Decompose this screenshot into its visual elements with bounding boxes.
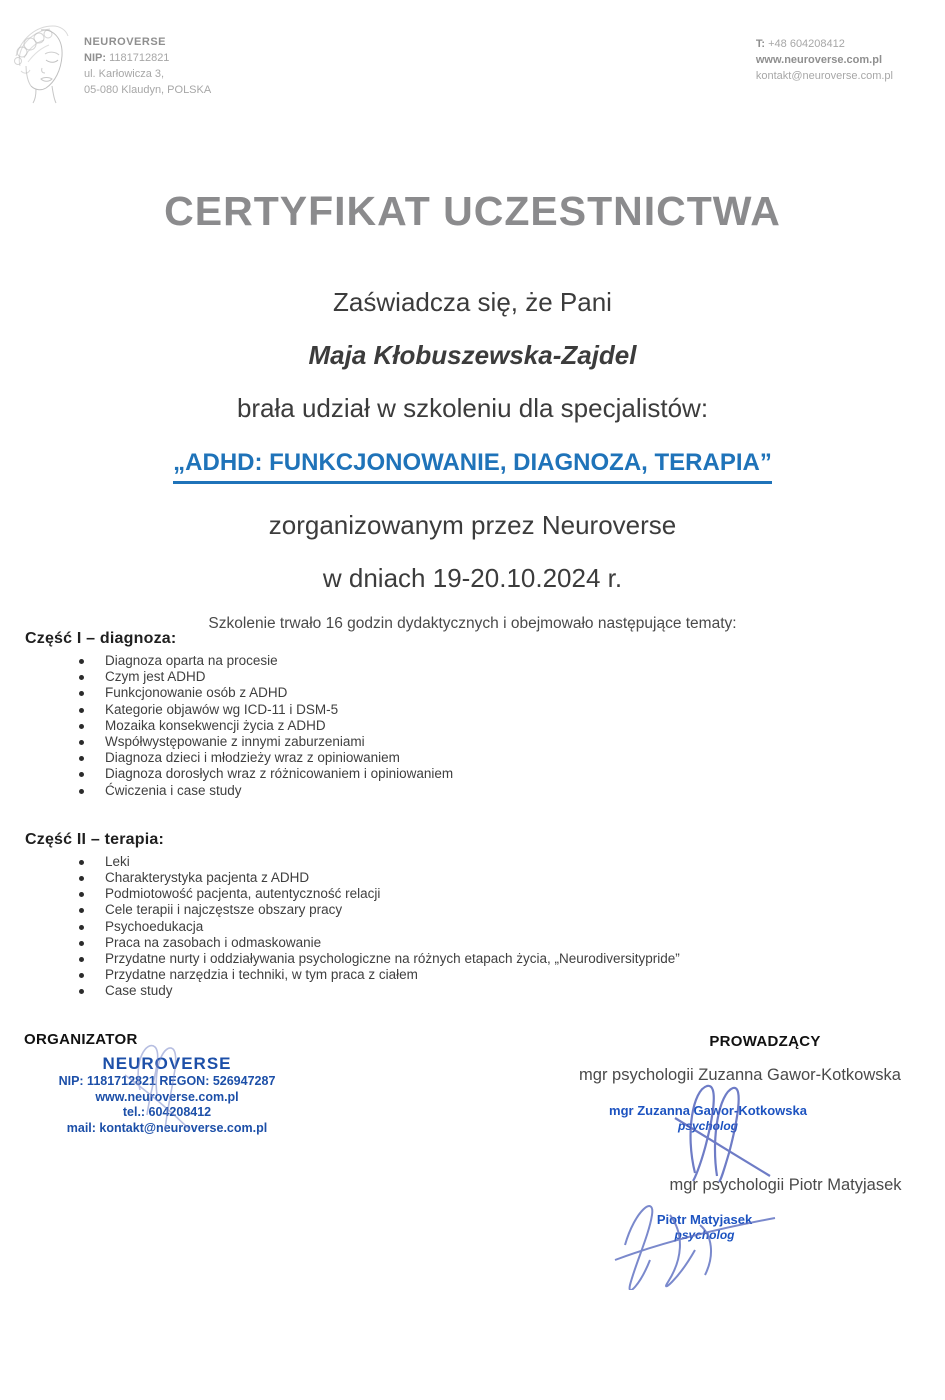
organizer-stamp-website: www.neuroverse.com.pl [95,1089,239,1104]
section-therapy [25,831,920,1000]
list-item: Leki [105,854,920,870]
participant-name: Maja Kłobuszewska-Zajdel [308,340,637,370]
neuroverse-logo-icon [8,16,74,104]
list-item: Przydatne narzędzia i techniki, w tym praca z ciałem [105,967,920,983]
contact-info [756,36,893,84]
organizer-stamp-nip-regon: NIP: 1181712821 REGON: 526947287 [58,1074,276,1088]
organizer-stamp-email: mail: kontakt@neuroverse.com.pl [66,1120,268,1135]
presenter-1-name: mgr psychologii Zuzanna Gawor-Kotkowska [579,1066,901,1084]
list-item: Case study [105,983,920,999]
intro-line-1: Zaświadcza się, że Pani [333,287,612,317]
list-item: Podmiotowość pacjenta, autentyczność relacji [105,886,920,902]
section-diagnosis [25,630,920,799]
company-name: NEUROVERSE [84,36,167,48]
contact-website: www.neuroverse.com.pl [755,54,883,66]
list-item: Charakterystyka pacjenta z ADHD [105,870,920,886]
list-item: Diagnoza oparta na procesie [105,653,920,669]
course-summary: Szkolenie trwało 16 godzin dydaktycznych i obejmowało następujące tematy: [208,615,737,632]
presenter-1-stamp-name: mgr Zuzanna Gawor-Kotkowska [609,1103,807,1118]
contact-phone: T: +48 604208412 [755,38,845,50]
list-item: Psychoedukacja [105,919,920,935]
brand-block [8,26,211,104]
course-line [0,447,945,484]
list-item: Funkcjonowanie osób z ADHD [105,685,920,701]
presenter-2-stamp-role: psycholog [674,1228,735,1242]
intro-line-3: zorganizowanym przez Neuroverse [268,510,677,540]
header [8,26,893,104]
contact-email: kontakt@neuroverse.com.pl [755,70,893,82]
list-item: Mozaika konsekwencji życia z ADHD [105,718,920,734]
presenter-heading: PROWADZĄCY [709,1033,821,1050]
list-item: Kategorie objawów wg ICD-11 i DSM-5 [105,702,920,718]
list-item: Praca na zasobach i odmaskowanie [105,935,920,951]
company-address-2: 05-080 Klaudyn, POLSKA [84,84,212,96]
course-title: „ADHD: FUNKCJONOWANIE, DIAGNOZA, TERAPIA” [173,449,772,484]
intro-block [0,288,945,663]
topic-list-therapy [25,854,920,1000]
list-item: Diagnoza dorosłych wraz z różnicowaniem i opiniowaniem [105,766,920,782]
topic-list-diagnosis [25,653,920,799]
list-item: Czym jest ADHD [105,669,920,685]
company-nip: NIP: 1181712821 [84,52,170,64]
presenter-1-stamp-role: psycholog [677,1119,738,1133]
page-title: CERTYFIKAT UCZESTNICTWA [164,188,781,234]
presenter-2-stamp [612,1212,797,1243]
list-item: Przydatne nurty i oddziaływania psychologiczne na różnych etapach życia, „Neurodiversitypride” [105,951,920,967]
organizer-heading: ORGANIZATOR [24,1031,138,1048]
organizer-stamp-name: NEUROVERSE [102,1054,232,1073]
intro-line-2: brała udział w szkoleniu dla specjalistów: [236,393,709,423]
organizer-stamp-phone: tel.: 604208412 [122,1105,212,1119]
list-item: Diagnoza dzieci i młodzieży wraz z opiniowaniem [105,750,920,766]
company-info [84,34,211,98]
presenter-1-stamp [598,1103,818,1134]
topics [25,630,920,1000]
presenter-2-name: mgr psychologii Piotr Matyjasek [669,1176,902,1194]
organizer-stamp [38,1054,296,1136]
list-item: Ćwiczenia i case study [105,783,920,799]
section-heading-therapy: Część II – terapia: [25,830,164,848]
list-item: Współwystępowanie z innymi zaburzeniami [105,734,920,750]
company-address-1: ul. Karłowicza 3, [84,68,165,80]
section-heading-diagnosis: Część I – diagnoza: [25,630,177,647]
course-dates: w dniach 19-20.10.2024 r. [322,563,623,593]
list-item: Cele terapii i najczęstsze obszary pracy [105,902,920,918]
presenter-2-stamp-name: Piotr Matyjasek [656,1212,753,1227]
